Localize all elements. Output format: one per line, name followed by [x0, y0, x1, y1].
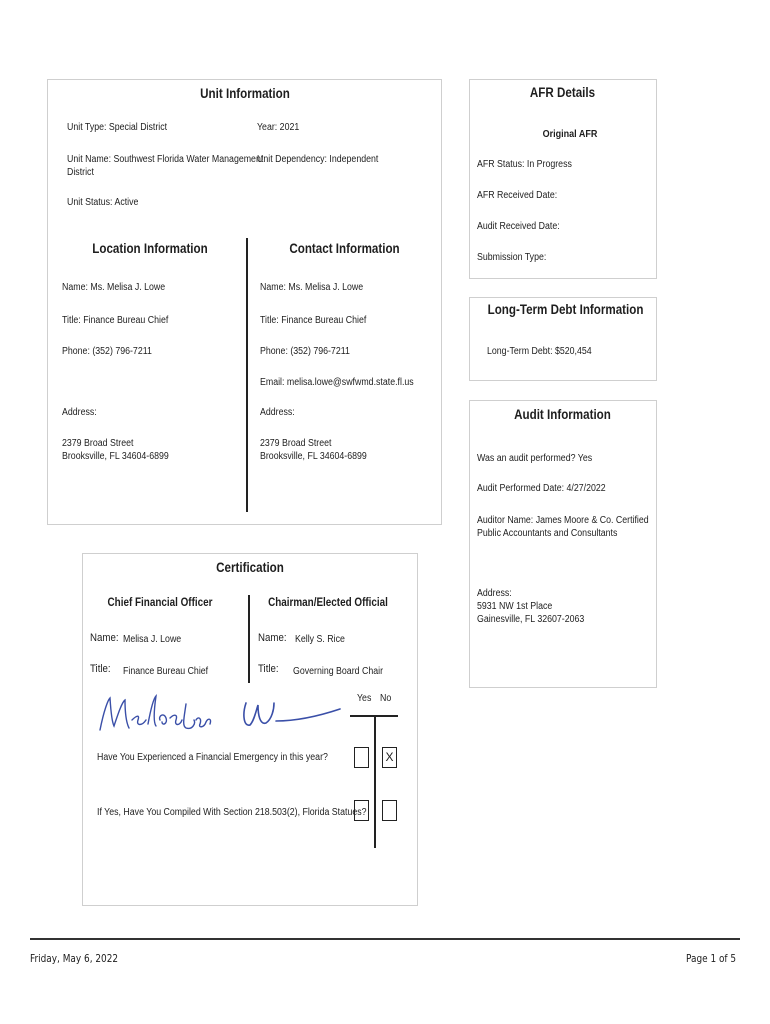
long-term-debt-value: Long-Term Debt: $520,454	[487, 346, 592, 357]
q2-yes-checkbox[interactable]	[354, 800, 369, 821]
cfo-name: Melisa J. Lowe	[123, 634, 182, 645]
footer-date: Friday, May 6, 2022	[30, 953, 119, 965]
auditor-address-line1: 5931 NW 1st Place	[477, 601, 553, 612]
unit-dependency: Unit Dependency: Independent	[257, 154, 379, 165]
footer-rule	[30, 938, 740, 940]
location-name: Name: Ms. Melisa J. Lowe	[62, 282, 166, 293]
chair-title: Governing Board Chair	[293, 666, 384, 677]
afr-original-subheading: Original AFR	[542, 128, 598, 140]
no-column-label: No	[380, 693, 392, 704]
location-information-heading: Location Information	[92, 241, 208, 256]
audit-performed-date: Audit Performed Date: 4/27/2022	[477, 483, 606, 494]
financial-emergency-question: Have You Experienced a Financial Emergency in this year?	[97, 752, 328, 763]
audit-information-heading: Audit Information	[514, 407, 611, 422]
auditor-name-line2: Public Accountants and Consultants	[477, 528, 618, 539]
cfo-name-label: Name:	[90, 632, 119, 644]
chair-signature	[236, 695, 346, 735]
contact-address-label: Address:	[260, 407, 295, 418]
audit-received-date: Audit Received Date:	[477, 221, 560, 232]
contact-address-line2: Brooksville, FL 34604-6899	[260, 451, 367, 462]
auditor-address-label: Address:	[477, 588, 512, 599]
contact-phone: Phone: (352) 796-7211	[260, 346, 350, 357]
unit-status: Unit Status: Active	[67, 197, 139, 208]
afr-status: AFR Status: In Progress	[477, 159, 572, 170]
contact-name: Name: Ms. Melisa J. Lowe	[260, 282, 364, 293]
afr-received-date: AFR Received Date:	[477, 190, 558, 201]
afr-details-panel	[469, 79, 657, 279]
unit-information-heading: Unit Information	[200, 86, 290, 101]
location-address-line2: Brooksville, FL 34604-6899	[62, 451, 169, 462]
unit-type: Unit Type: Special District	[67, 122, 168, 133]
compliance-question: If Yes, Have You Compiled With Section 218.503(2), Florida Statues?	[97, 807, 367, 818]
auditor-name-line1: Auditor Name: James Moore & Co. Certified	[477, 515, 649, 526]
location-contact-divider	[246, 238, 248, 512]
chair-name-label: Name:	[258, 632, 287, 644]
cfo-title: Finance Bureau Chief	[123, 666, 209, 677]
unit-name-line2: District	[67, 167, 94, 178]
yes-no-divider	[374, 715, 376, 848]
auditor-address-line2: Gainesville, FL 32607-2063	[477, 614, 585, 625]
cfo-title-label: Title:	[90, 663, 111, 675]
chair-heading: Chairman/Elected Official	[268, 597, 388, 609]
location-address-line1: 2379 Broad Street	[62, 438, 134, 449]
contact-email: Email: melisa.lowe@swfwmd.state.fl.us	[260, 377, 414, 388]
q2-no-checkbox[interactable]	[382, 800, 397, 821]
chair-name: Kelly S. Rice	[295, 634, 345, 645]
certification-heading: Certification	[216, 560, 284, 575]
q1-yes-checkbox[interactable]	[354, 747, 369, 768]
audit-information-panel	[469, 400, 657, 688]
footer-page-number: Page 1 of 5	[686, 953, 737, 965]
location-phone: Phone: (352) 796-7211	[62, 346, 152, 357]
contact-address-line1: 2379 Broad Street	[260, 438, 332, 449]
unit-name-line1: Unit Name: Southwest Florida Water Management	[67, 154, 264, 165]
year: Year: 2021	[257, 122, 300, 133]
location-title: Title: Finance Bureau Chief	[62, 315, 169, 326]
submission-type: Submission Type:	[477, 252, 547, 263]
long-term-debt-heading: Long-Term Debt Information	[487, 302, 644, 317]
contact-information-heading: Contact Information	[289, 241, 400, 256]
certification-divider	[248, 595, 250, 683]
afr-details-heading: AFR Details	[529, 85, 596, 100]
cfo-signature	[96, 690, 214, 740]
yes-column-label: Yes	[357, 693, 372, 704]
audit-performed: Was an audit performed? Yes	[477, 453, 593, 464]
location-address-label: Address:	[62, 407, 97, 418]
contact-title: Title: Finance Bureau Chief	[260, 315, 367, 326]
cfo-heading: Chief Financial Officer	[107, 597, 213, 609]
q1-no-checkbox[interactable]: X	[382, 747, 397, 768]
chair-title-label: Title:	[258, 663, 279, 675]
